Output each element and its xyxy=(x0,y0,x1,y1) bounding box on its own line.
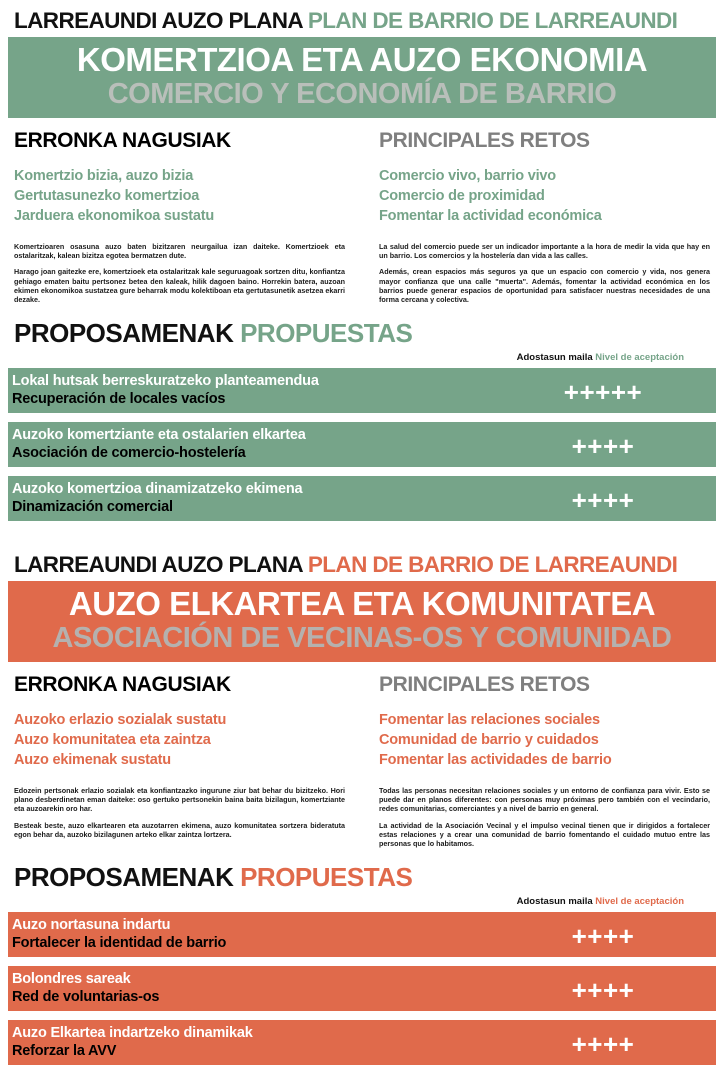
acceptance-rating: ++++ xyxy=(571,920,635,951)
proposal-row xyxy=(8,368,716,413)
acceptance-label-spanish: Nivel de aceptación xyxy=(595,351,684,363)
challenge-item: Comercio vivo, barrio vivo xyxy=(379,167,556,184)
banner-title-basque: AUZO ELKARTEA ETA KOMUNITATEA xyxy=(68,584,656,622)
acceptance-scale-label xyxy=(0,352,684,363)
proposal-titles xyxy=(8,916,528,954)
page-title-spanish: PLAN DE BARRIO DE LARREAUNDI xyxy=(307,8,678,33)
challenge-item: Fomentar las actividades de barrio xyxy=(379,752,612,769)
challenges-column-basque xyxy=(14,129,345,312)
challenge-item: Comunidad de barrio y cuidados xyxy=(379,731,599,748)
description-basque xyxy=(14,242,345,305)
challenge-list-basque xyxy=(14,710,345,771)
section-comercio xyxy=(0,0,724,521)
description-basque xyxy=(14,786,345,840)
proposal-titles xyxy=(8,480,528,518)
challenge-item: Jarduera ekonomikoa sustatu xyxy=(14,208,215,225)
page-title xyxy=(14,8,710,34)
proposal-title-basque: Auzoko komertzioa dinamizatzeko ekimena xyxy=(12,480,303,497)
banner-title-spanish: ASOCIACIÓN DE VECINAS-OS Y COMUNIDAD xyxy=(52,621,672,654)
challenges-heading-spanish: PRINCIPALES RETOS xyxy=(379,672,590,696)
challenge-list-basque xyxy=(14,166,345,227)
challenges-column-spanish xyxy=(379,673,710,856)
description-paragraph: Besteak beste, auzo elkartearen eta auzotarren ekimena, auzo komunitatea sortzera bideratuta egon behar da, auzoko bizilagunen arteko elkar zaintza lortzera. xyxy=(14,820,345,839)
challenges-columns xyxy=(14,129,710,312)
challenges-heading-basque: ERRONKA NAGUSIAK xyxy=(14,672,231,696)
challenge-item: Gertutasunezko komertzioa xyxy=(14,188,200,205)
description-paragraph: Edozein pertsonak erlazio sozialak eta konfiantzazko ingurune ziur bat behar du bizitzeko. Hori plano desberdinetan eman daiteke: oso gertuko pertsonekin baina baita bizilagun, komertziante eta auzoarekin oro har. xyxy=(14,785,345,814)
acceptance-rating: +++++ xyxy=(563,376,643,407)
proposals-heading-basque: PROPOSAMENAK xyxy=(14,861,234,892)
challenges-columns xyxy=(14,673,710,856)
description-paragraph: Además, crean espacios más seguros ya que un espacio con comercio y vida, nos genera mayor confianza que una calle "muerta". Además, fomentar la actividad económica en los barrios puede generar espacios de oportunidad para satisfacer nuestras necesidades de una forma cercana y colectiva. xyxy=(379,267,710,305)
challenge-item: Fomentar las relaciones sociales xyxy=(379,711,600,728)
page-title-basque: LARREAUNDI AUZO PLANA xyxy=(14,8,303,33)
proposal-titles xyxy=(8,426,528,464)
proposal-title-basque: Bolondres sareak xyxy=(12,970,131,987)
proposal-title-spanish: Recuperación de locales vacíos xyxy=(12,391,226,408)
challenge-item: Auzoko erlazio sozialak sustatu xyxy=(14,711,227,728)
page-title-spanish: PLAN DE BARRIO DE LARREAUNDI xyxy=(307,551,678,577)
challenges-column-basque xyxy=(14,673,345,856)
proposal-row xyxy=(8,966,716,1011)
acceptance-scale-label xyxy=(0,896,684,907)
proposal-row xyxy=(8,1020,716,1065)
acceptance-rating: ++++ xyxy=(571,430,635,461)
proposal-title-spanish: Dinamización comercial xyxy=(12,499,173,516)
section-comunidad xyxy=(0,530,724,1065)
proposal-title-basque: Auzoko komertziante eta ostalarien elkartea xyxy=(12,426,306,443)
acceptance-label-basque: Adostasun maila xyxy=(516,895,593,907)
proposals-heading-spanish: PROPUESTAS xyxy=(240,317,413,348)
proposal-title-basque: Auzo nortasuna indartu xyxy=(12,916,171,933)
section-banner xyxy=(8,581,716,662)
proposal-titles xyxy=(8,970,528,1008)
section-banner xyxy=(8,37,716,118)
acceptance-rating: ++++ xyxy=(571,484,635,515)
proposal-title-spanish: Red de voluntarias-os xyxy=(12,989,160,1006)
description-paragraph: Komertzioaren osasuna auzo baten bizitzaren neurgailua izan daiteke. Komertzioek eta ostalaritzak, kalean bizitza egotea bermatzen dute. xyxy=(14,241,345,260)
acceptance-label-spanish: Nivel de aceptación xyxy=(595,895,684,907)
page-title xyxy=(14,552,710,578)
challenge-list-spanish xyxy=(379,710,710,771)
proposal-row xyxy=(8,476,716,521)
challenge-item: Comercio de proximidad xyxy=(379,188,545,205)
challenge-item: Komertzio bizia, auzo bizia xyxy=(14,167,194,184)
proposal-title-basque: Lokal hutsak berreskuratzeko planteamendua xyxy=(12,372,319,389)
banner-title-spanish: COMERCIO Y ECONOMÍA DE BARRIO xyxy=(107,77,617,110)
acceptance-rating: ++++ xyxy=(571,974,635,1005)
description-paragraph: Todas las personas necesitan relaciones sociales y un entorno de confianza para vivir. Esto se puede dar en planos diferentes: con personas muy próximas pero también con el vecindario, redes comunitarias, comerciantes y a nivel de barrio en general. xyxy=(379,785,710,814)
challenge-item: Fomentar la actividad económica xyxy=(379,208,602,225)
proposal-title-basque: Auzo Elkartea indartzeko dinamikak xyxy=(12,1024,253,1041)
description-spanish xyxy=(379,242,710,305)
description-paragraph: La actividad de la Asociación Vecinal y el impulso vecinal tienen que ir dirigidos a fortalecer estas relaciones y a crear una comunidad de barrio fomentando el cuidado mutuo entre las personas que lo habitamos. xyxy=(379,820,710,849)
challenges-column-spanish xyxy=(379,129,710,312)
acceptance-rating: ++++ xyxy=(571,1028,635,1059)
proposal-title-spanish: Asociación de comercio-hostelería xyxy=(12,445,246,462)
challenges-heading-spanish: PRINCIPALES RETOS xyxy=(379,128,590,152)
proposal-titles xyxy=(8,372,528,410)
page-title-basque: LARREAUNDI AUZO PLANA xyxy=(14,551,303,577)
proposals-heading-spanish: PROPUESTAS xyxy=(240,861,413,892)
proposal-title-spanish: Fortalecer la identidad de barrio xyxy=(12,935,227,952)
proposal-titles xyxy=(8,1024,528,1062)
proposals-heading xyxy=(14,318,710,349)
proposals-heading xyxy=(14,862,710,893)
acceptance-label-basque: Adostasun maila xyxy=(516,351,593,363)
proposal-title-spanish: Reforzar la AVV xyxy=(12,1043,117,1060)
proposals-heading-basque: PROPOSAMENAK xyxy=(14,317,234,348)
proposal-row xyxy=(8,912,716,957)
banner-title-basque: KOMERTZIOA ETA AUZO EKONOMIA xyxy=(76,40,648,78)
description-paragraph: Harago joan gaitezke ere, komertzioek eta ostalaritzak kale seguruagoak sortzen ditu, konfiantza gehiago ematen baitu pertsonez betea den kaleak, hilik dagoen baino. Horrekin batera, auzoan ekimen ekonomikoa sustatzea gure beharrak modu kolektiboan eta gertutasunetik asetzea ekarri dezake. xyxy=(14,267,345,305)
challenge-item: Auzo ekimenak sustatu xyxy=(14,752,171,769)
description-paragraph: La salud del comercio puede ser un indicador importante a la hora de medir la vida que hay en un barrio. Los comercios y la hostelería dan vida a las calles. xyxy=(379,241,710,260)
challenge-list-spanish xyxy=(379,166,710,227)
challenge-item: Auzo komunitatea eta zaintza xyxy=(14,731,211,748)
proposal-row xyxy=(8,422,716,467)
challenges-heading-basque: ERRONKA NAGUSIAK xyxy=(14,128,231,152)
description-spanish xyxy=(379,786,710,849)
